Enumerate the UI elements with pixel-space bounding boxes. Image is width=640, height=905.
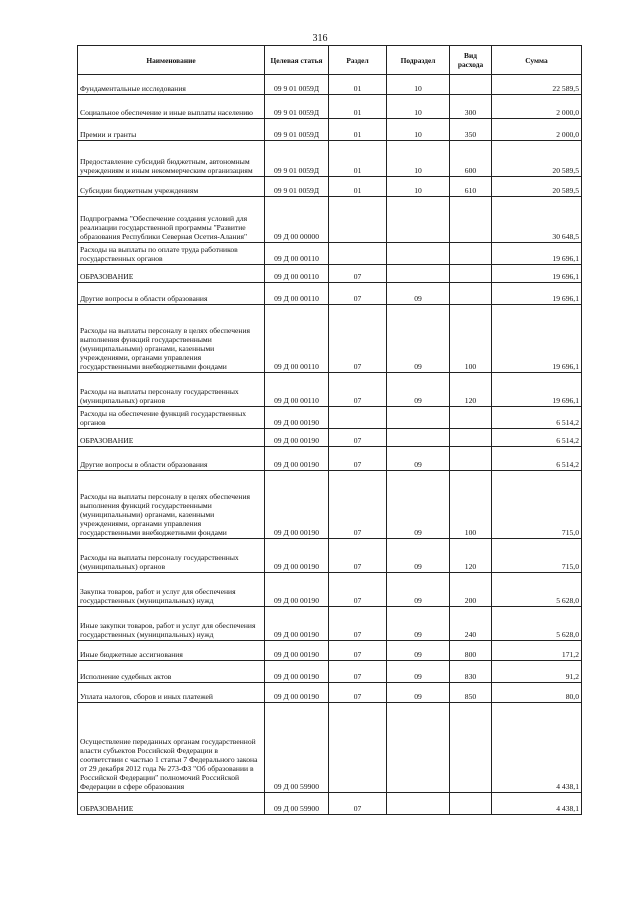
- table-row: [78, 243, 582, 265]
- header-amount: Сумма: [492, 46, 582, 75]
- row-expense-type: 100: [450, 471, 492, 539]
- row-amount: 4 438,1: [492, 793, 582, 815]
- row-amount: 19 696,1: [492, 373, 582, 407]
- table-row: [78, 793, 582, 815]
- row-section: 07: [329, 793, 387, 815]
- row-subsection: [387, 793, 450, 815]
- row-name: Исполнение судебных актов: [78, 661, 265, 683]
- row-expense-type: 100: [450, 305, 492, 373]
- table-row: [78, 197, 582, 243]
- row-section: 01: [329, 177, 387, 197]
- row-subsection: [387, 265, 450, 283]
- row-subsection: 09: [387, 607, 450, 641]
- header-name: Наименование: [78, 46, 265, 75]
- row-amount: 19 696,1: [492, 305, 582, 373]
- row-target: 09 9 01 0059Д: [265, 119, 329, 141]
- row-name: Другие вопросы в области образования: [78, 447, 265, 471]
- header-expense-type: Вид расхода: [450, 46, 492, 75]
- row-expense-type: 240: [450, 607, 492, 641]
- row-section: 07: [329, 447, 387, 471]
- row-subsection: 09: [387, 373, 450, 407]
- row-section: 07: [329, 641, 387, 661]
- row-name: Предоставление субсидий бюджетным, автономным учреждениям и иным некоммерческим организациям: [78, 141, 265, 177]
- row-section: 01: [329, 141, 387, 177]
- row-section: 07: [329, 265, 387, 283]
- row-subsection: 10: [387, 119, 450, 141]
- row-expense-type: 610: [450, 177, 492, 197]
- row-subsection: 09: [387, 471, 450, 539]
- row-name: Закупка товаров, работ и услуг для обеспечения государственных (муниципальных) нужд: [78, 573, 265, 607]
- row-amount: 715,0: [492, 539, 582, 573]
- table-row: [78, 661, 582, 683]
- row-amount: 715,0: [492, 471, 582, 539]
- row-expense-type: [450, 283, 492, 305]
- table-row: [78, 265, 582, 283]
- header-target: Целевая статья: [265, 46, 329, 75]
- table-row: [78, 429, 582, 447]
- row-section: 07: [329, 305, 387, 373]
- row-section: 07: [329, 573, 387, 607]
- row-amount: 5 628,0: [492, 573, 582, 607]
- row-section: [329, 197, 387, 243]
- table-row: [78, 119, 582, 141]
- row-name: Расходы на выплаты персоналу государственных (муниципальных) органов: [78, 373, 265, 407]
- row-subsection: [387, 243, 450, 265]
- row-section: [329, 407, 387, 429]
- row-section: 01: [329, 119, 387, 141]
- row-name: Другие вопросы в области образования: [78, 283, 265, 305]
- table-row: [78, 95, 582, 119]
- table-row: [78, 683, 582, 703]
- row-amount: 22 589,5: [492, 75, 582, 95]
- row-subsection: [387, 407, 450, 429]
- row-amount: 20 589,5: [492, 177, 582, 197]
- row-name: ОБРАЗОВАНИЕ: [78, 429, 265, 447]
- row-subsection: 09: [387, 305, 450, 373]
- row-target: 09 Д 00 00190: [265, 407, 329, 429]
- row-section: 07: [329, 373, 387, 407]
- row-name: Осуществление переданных органам государственной власти субъектов Российской Федерации в соответствии с частью 1 статьи 7 Федерального закона от 29 декабря 2012 года № 273-ФЗ "Об образовании в Российской Федерации" полномочий Российской Федерации в сфере образования: [78, 703, 265, 793]
- row-expense-type: 200: [450, 573, 492, 607]
- table-row: [78, 373, 582, 407]
- row-subsection: 09: [387, 573, 450, 607]
- row-amount: 19 696,1: [492, 265, 582, 283]
- row-target: 09 Д 00 00110: [265, 265, 329, 283]
- row-amount: 30 648,5: [492, 197, 582, 243]
- row-target: 09 9 01 0059Д: [265, 177, 329, 197]
- row-target: 09 Д 00 59900: [265, 703, 329, 793]
- row-target: 09 Д 00 00110: [265, 243, 329, 265]
- table-row: [78, 539, 582, 573]
- row-expense-type: [450, 197, 492, 243]
- row-expense-type: 120: [450, 373, 492, 407]
- row-expense-type: 350: [450, 119, 492, 141]
- table-row: [78, 305, 582, 373]
- row-target: 09 Д 00 00190: [265, 447, 329, 471]
- row-subsection: 10: [387, 75, 450, 95]
- row-section: 01: [329, 75, 387, 95]
- row-subsection: 10: [387, 141, 450, 177]
- table-row: [78, 641, 582, 661]
- row-target: 09 Д 00 00110: [265, 283, 329, 305]
- row-amount: 6 514,2: [492, 407, 582, 429]
- row-subsection: [387, 197, 450, 243]
- row-amount: 4 438,1: [492, 703, 582, 793]
- row-amount: 80,0: [492, 683, 582, 703]
- row-amount: 19 696,1: [492, 243, 582, 265]
- row-expense-type: [450, 703, 492, 793]
- row-subsection: 09: [387, 683, 450, 703]
- row-name: Фундаментальные исследования: [78, 75, 265, 95]
- table-row: [78, 141, 582, 177]
- table-row: [78, 573, 582, 607]
- row-name: Расходы на выплаты персоналу в целях обеспечения выполнения функций государственными (муниципальными) органами, казенными учреждениями, органами управления государственными внебюджетными фондами: [78, 305, 265, 373]
- row-expense-type: 800: [450, 641, 492, 661]
- row-section: [329, 243, 387, 265]
- row-target: 09 Д 00 00190: [265, 573, 329, 607]
- row-section: 01: [329, 95, 387, 119]
- row-name: Премии и гранты: [78, 119, 265, 141]
- row-target: 09 9 01 0059Д: [265, 95, 329, 119]
- row-target: 09 9 01 0059Д: [265, 141, 329, 177]
- row-amount: 6 514,2: [492, 447, 582, 471]
- table-body: [78, 75, 582, 815]
- row-name: Иные закупки товаров, работ и услуг для обеспечения государственных (муниципальных) нужд: [78, 607, 265, 641]
- row-name: ОБРАЗОВАНИЕ: [78, 265, 265, 283]
- header-section: Раздел: [329, 46, 387, 75]
- row-name: Расходы на выплаты персоналу государственных (муниципальных) органов: [78, 539, 265, 573]
- table-row: [78, 407, 582, 429]
- row-subsection: 10: [387, 95, 450, 119]
- row-subsection: 09: [387, 661, 450, 683]
- row-amount: 2 000,0: [492, 95, 582, 119]
- row-target: 09 Д 00 00190: [265, 607, 329, 641]
- row-name: Расходы на выплаты персоналу в целях обеспечения выполнения функций государственными (муниципальными) органами, казенными учреждениями, органами управления государственными внебюджетными фондами: [78, 471, 265, 539]
- budget-table: [77, 45, 582, 815]
- row-section: 07: [329, 539, 387, 573]
- row-target: 09 Д 00 00110: [265, 373, 329, 407]
- row-section: 07: [329, 471, 387, 539]
- row-section: 07: [329, 283, 387, 305]
- row-name: ОБРАЗОВАНИЕ: [78, 793, 265, 815]
- row-expense-type: 830: [450, 661, 492, 683]
- row-expense-type: [450, 447, 492, 471]
- table-row: [78, 703, 582, 793]
- table-row: [78, 283, 582, 305]
- row-amount: 19 696,1: [492, 283, 582, 305]
- row-section: 07: [329, 607, 387, 641]
- table-row: [78, 607, 582, 641]
- row-name: Расходы на обеспечение функций государственных органов: [78, 407, 265, 429]
- row-expense-type: 300: [450, 95, 492, 119]
- header-subsection: Подраздел: [387, 46, 450, 75]
- row-expense-type: [450, 407, 492, 429]
- row-subsection: [387, 703, 450, 793]
- row-expense-type: [450, 75, 492, 95]
- row-target: 09 Д 00 00110: [265, 305, 329, 373]
- row-expense-type: [450, 429, 492, 447]
- row-name: Уплата налогов, сборов и иных платежей: [78, 683, 265, 703]
- row-expense-type: [450, 243, 492, 265]
- row-target: 09 Д 00 00190: [265, 661, 329, 683]
- row-name: Иные бюджетные ассигнования: [78, 641, 265, 661]
- row-amount: 5 628,0: [492, 607, 582, 641]
- row-target: 09 Д 00 59900: [265, 793, 329, 815]
- row-section: 07: [329, 661, 387, 683]
- row-section: 07: [329, 683, 387, 703]
- table-header-row: [78, 46, 582, 75]
- row-expense-type: 600: [450, 141, 492, 177]
- table-row: [78, 75, 582, 95]
- row-name: Субсидии бюджетным учреждениям: [78, 177, 265, 197]
- row-target: 09 9 01 0059Д: [265, 75, 329, 95]
- row-subsection: 09: [387, 283, 450, 305]
- row-amount: 171,2: [492, 641, 582, 661]
- row-section: 07: [329, 429, 387, 447]
- page-number: 316: [312, 33, 328, 44]
- row-subsection: 09: [387, 447, 450, 471]
- row-amount: 2 000,0: [492, 119, 582, 141]
- row-section: [329, 703, 387, 793]
- row-expense-type: [450, 265, 492, 283]
- row-subsection: 10: [387, 177, 450, 197]
- row-target: 09 Д 00 00190: [265, 539, 329, 573]
- row-subsection: [387, 429, 450, 447]
- row-expense-type: [450, 793, 492, 815]
- row-expense-type: 850: [450, 683, 492, 703]
- row-amount: 6 514,2: [492, 429, 582, 447]
- table-row: [78, 177, 582, 197]
- table-row: [78, 471, 582, 539]
- table-row: [78, 447, 582, 471]
- row-target: 09 Д 00 00190: [265, 683, 329, 703]
- row-amount: 20 589,5: [492, 141, 582, 177]
- row-subsection: 09: [387, 539, 450, 573]
- row-name: Расходы на выплаты по оплате труда работников государственных органов: [78, 243, 265, 265]
- row-name: Социальное обеспечение и иные выплаты населению: [78, 95, 265, 119]
- row-target: 09 Д 00 00190: [265, 641, 329, 661]
- row-target: 09 Д 00 00190: [265, 429, 329, 447]
- row-target: 09 Д 00 00000: [265, 197, 329, 243]
- row-expense-type: 120: [450, 539, 492, 573]
- row-amount: 91,2: [492, 661, 582, 683]
- row-subsection: 09: [387, 641, 450, 661]
- row-target: 09 Д 00 00190: [265, 471, 329, 539]
- row-name: Подпрограмма "Обеспечение создания условий для реализации государственной программы "Развитие образования Республики Северная Осетия-Алания": [78, 197, 265, 243]
